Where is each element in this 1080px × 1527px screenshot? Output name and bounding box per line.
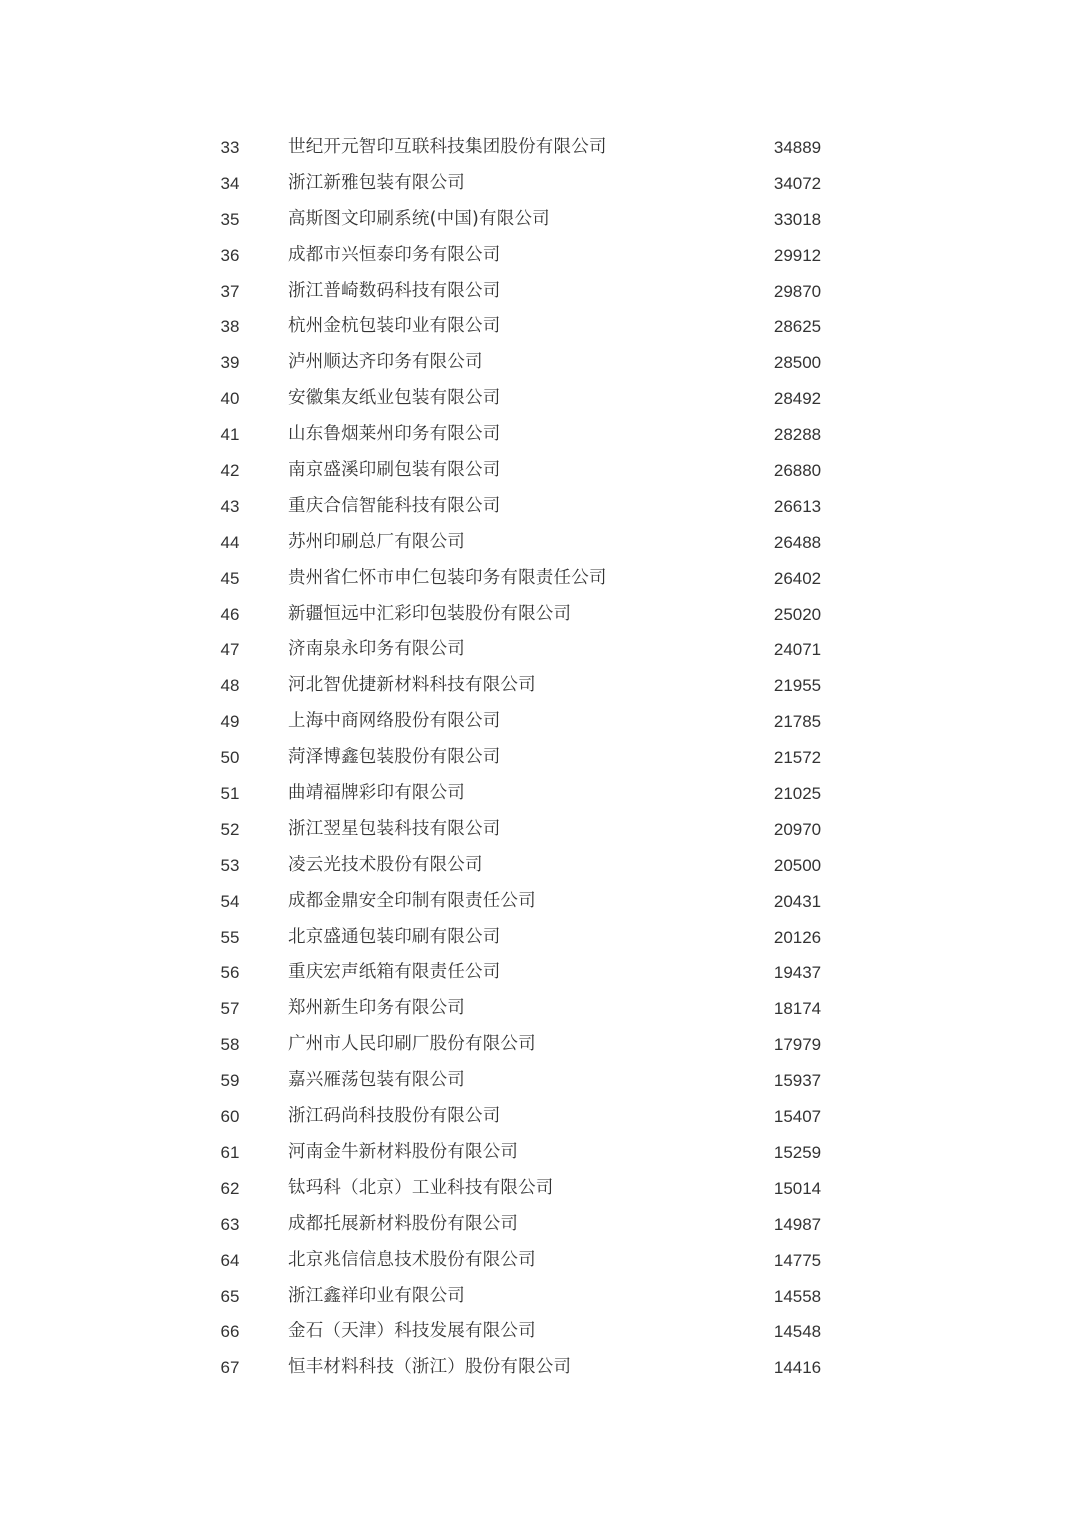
value-cell: 25020 (773, 604, 822, 624)
table-row (0, 561, 1080, 597)
value-cell: 26613 (773, 496, 822, 516)
table-row (0, 740, 1080, 776)
ranking-table (0, 130, 1080, 1386)
company-name-cell: 金石（天津）科技发展有限公司 (288, 1321, 536, 1342)
table-row (0, 1314, 1080, 1350)
company-name-cell: 成都托展新材料股份有限公司 (288, 1213, 519, 1234)
table-row (0, 1099, 1080, 1135)
value-cell: 14548 (773, 1322, 822, 1342)
company-name-cell: 钛玛科（北京）工业科技有限公司 (288, 1177, 554, 1198)
table-row (0, 274, 1080, 310)
value-cell: 33018 (773, 209, 822, 229)
company-name-cell: 济南泉永印务有限公司 (288, 639, 465, 660)
table-row (0, 1027, 1080, 1063)
company-name-cell: 曲靖福牌彩印有限公司 (288, 783, 465, 804)
rank-cell: 44 (220, 532, 240, 552)
rank-cell: 48 (220, 676, 240, 696)
company-name-cell: 嘉兴雁荡包装有限公司 (288, 1070, 465, 1091)
rank-cell: 40 (220, 389, 240, 409)
value-cell: 34072 (773, 173, 822, 193)
company-name-cell: 北京盛通包装印刷有限公司 (288, 926, 501, 947)
rank-cell: 51 (220, 784, 240, 804)
rank-cell: 65 (220, 1286, 240, 1306)
value-cell: 14416 (773, 1358, 822, 1378)
value-cell: 29912 (773, 245, 822, 265)
value-cell: 26402 (773, 568, 822, 588)
rank-cell: 57 (220, 999, 240, 1019)
rank-cell: 56 (220, 963, 240, 983)
table-row (0, 130, 1080, 166)
table-row (0, 1063, 1080, 1099)
company-name-cell: 苏州印刷总厂有限公司 (288, 531, 465, 552)
company-name-cell: 重庆宏声纸箱有限责任公司 (288, 962, 501, 983)
value-cell: 15937 (773, 1071, 822, 1091)
table-row (0, 381, 1080, 417)
table-row (0, 489, 1080, 525)
table-row (0, 632, 1080, 668)
table-row (0, 668, 1080, 704)
value-cell: 20970 (773, 819, 822, 839)
rank-cell: 37 (220, 281, 240, 301)
value-cell: 14558 (773, 1286, 822, 1306)
company-name-cell: 河北智优捷新材料科技有限公司 (288, 675, 536, 696)
table-row (0, 848, 1080, 884)
rank-cell: 67 (220, 1358, 240, 1378)
table-row (0, 453, 1080, 489)
company-name-cell: 凌云光技术股份有限公司 (288, 854, 483, 875)
rank-cell: 35 (220, 209, 240, 229)
value-cell: 34889 (773, 138, 822, 157)
rank-cell: 59 (220, 1071, 240, 1091)
company-name-cell: 山东鲁烟莱州印务有限公司 (288, 424, 501, 445)
company-name-cell: 新疆恒远中汇彩印包装股份有限公司 (288, 603, 572, 624)
table-row (0, 238, 1080, 274)
rank-cell: 41 (220, 425, 240, 445)
company-name-cell: 菏泽博鑫包装股份有限公司 (288, 747, 501, 768)
table-row (0, 991, 1080, 1027)
value-cell: 14775 (773, 1250, 822, 1270)
table-row (0, 955, 1080, 991)
value-cell: 20500 (773, 855, 822, 875)
rank-cell: 47 (220, 640, 240, 660)
value-cell: 21025 (773, 784, 822, 804)
rank-cell: 34 (220, 173, 240, 193)
value-cell: 15014 (773, 1178, 822, 1198)
value-cell: 15259 (773, 1142, 822, 1162)
table-row (0, 345, 1080, 381)
company-name-cell: 杭州金杭包装印业有限公司 (288, 316, 501, 337)
value-cell: 21572 (773, 748, 822, 768)
company-name-cell: 浙江普崎数码科技有限公司 (288, 280, 501, 301)
rank-cell: 54 (220, 891, 240, 911)
table-row (0, 1350, 1080, 1386)
value-cell: 28492 (773, 389, 822, 409)
rank-cell: 58 (220, 1035, 240, 1055)
rank-cell: 33 (220, 138, 240, 157)
rank-cell: 50 (220, 748, 240, 768)
company-name-cell: 上海中商网络股份有限公司 (288, 711, 501, 732)
table-row (0, 1135, 1080, 1171)
rank-cell: 36 (220, 245, 240, 265)
company-name-cell: 浙江翌星包装科技有限公司 (288, 818, 501, 839)
rank-cell: 61 (220, 1142, 240, 1162)
table-row (0, 525, 1080, 561)
rank-cell: 66 (220, 1322, 240, 1342)
company-name-cell: 世纪开元智印互联科技集团股份有限公司 (288, 137, 607, 157)
company-name-cell: 广州市人民印刷厂股份有限公司 (288, 1034, 536, 1055)
rank-cell: 42 (220, 461, 240, 481)
table-row (0, 776, 1080, 812)
company-name-cell: 成都市兴恒泰印务有限公司 (288, 244, 501, 265)
value-cell: 17979 (773, 1035, 822, 1055)
value-cell: 26488 (773, 532, 822, 552)
company-name-cell: 北京兆信信息技术股份有限公司 (288, 1249, 536, 1270)
rank-cell: 49 (220, 712, 240, 732)
value-cell: 28625 (773, 317, 822, 337)
rank-cell: 43 (220, 496, 240, 516)
value-cell: 15407 (773, 1107, 822, 1127)
table-row (0, 920, 1080, 956)
value-cell: 21955 (773, 676, 822, 696)
table-row (0, 597, 1080, 633)
company-name-cell: 重庆合信智能科技有限公司 (288, 495, 501, 516)
rank-cell: 64 (220, 1250, 240, 1270)
value-cell: 24071 (773, 640, 822, 660)
value-cell: 28288 (773, 425, 822, 445)
table-row (0, 166, 1080, 202)
rank-cell: 45 (220, 568, 240, 588)
company-name-cell: 贵州省仁怀市申仁包装印务有限责任公司 (288, 567, 607, 588)
table-row (0, 202, 1080, 238)
company-name-cell: 南京盛溪印刷包装有限公司 (288, 460, 501, 481)
rank-cell: 60 (220, 1107, 240, 1127)
table-row (0, 884, 1080, 920)
rank-cell: 55 (220, 927, 240, 947)
value-cell: 29870 (773, 281, 822, 301)
company-name-cell: 河南金牛新材料股份有限公司 (288, 1141, 519, 1162)
table-row (0, 1207, 1080, 1243)
company-name-cell: 浙江鑫祥印业有限公司 (288, 1285, 465, 1306)
table-row (0, 417, 1080, 453)
company-name-cell: 浙江码尚科技股份有限公司 (288, 1106, 501, 1127)
rank-cell: 38 (220, 317, 240, 337)
value-cell: 18174 (773, 999, 822, 1019)
table-row (0, 704, 1080, 740)
company-name-cell: 浙江新雅包装有限公司 (288, 172, 465, 193)
value-cell: 21785 (773, 712, 822, 732)
company-name-cell: 高斯图文印刷系统(中国)有限公司 (288, 208, 550, 229)
value-cell: 20126 (773, 927, 822, 947)
value-cell: 28500 (773, 353, 822, 373)
company-name-cell: 恒丰材料科技（浙江）股份有限公司 (288, 1357, 572, 1378)
rank-cell: 46 (220, 604, 240, 624)
company-name-cell: 郑州新生印务有限公司 (288, 998, 465, 1019)
company-name-cell: 成都金鼎安全印制有限责任公司 (288, 890, 536, 911)
table-row (0, 1279, 1080, 1315)
rank-cell: 62 (220, 1178, 240, 1198)
table-row (0, 309, 1080, 345)
company-name-cell: 泸州顺达齐印务有限公司 (288, 352, 483, 373)
value-cell: 26880 (773, 461, 822, 481)
value-cell: 19437 (773, 963, 822, 983)
table-row (0, 1171, 1080, 1207)
rank-cell: 63 (220, 1214, 240, 1234)
value-cell: 20431 (773, 891, 822, 911)
table-row (0, 812, 1080, 848)
company-name-cell: 安徽集友纸业包装有限公司 (288, 388, 501, 409)
rank-cell: 53 (220, 855, 240, 875)
rank-cell: 52 (220, 819, 240, 839)
value-cell: 14987 (773, 1214, 822, 1234)
rank-cell: 39 (220, 353, 240, 373)
table-row (0, 1243, 1080, 1279)
